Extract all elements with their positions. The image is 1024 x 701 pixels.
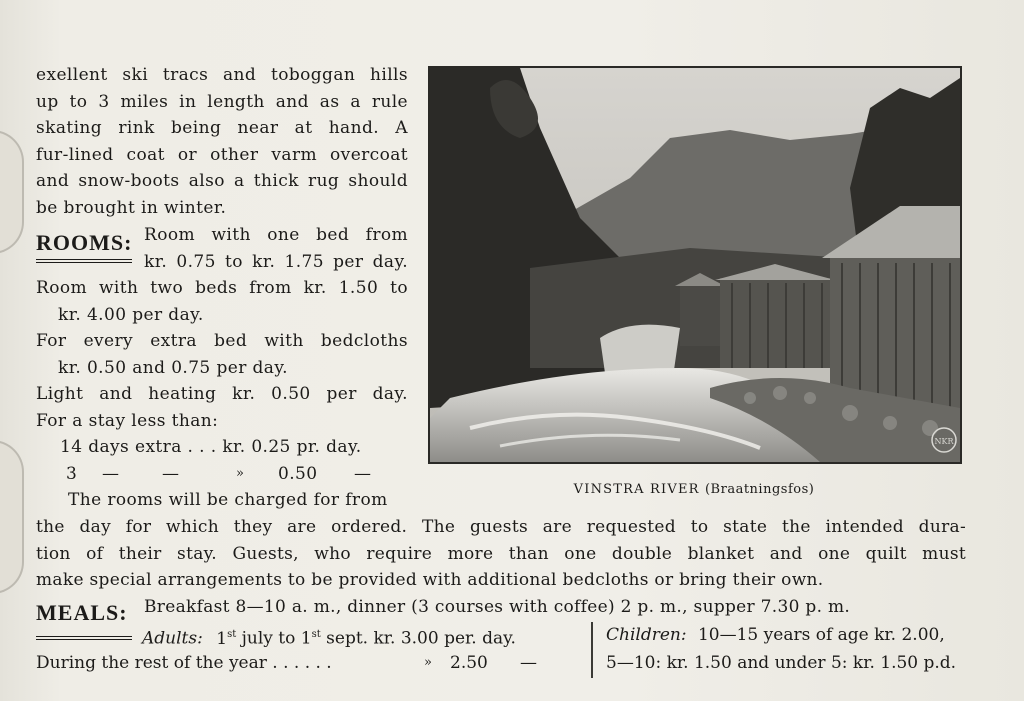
ordinal: st bbox=[227, 629, 237, 640]
text-fragment: 1 bbox=[300, 628, 312, 649]
meals-times: Breakfast 8—10 a. m., dinner (3 courses with coffee) 2 p. m., supper 7.30 p. m. bbox=[144, 597, 851, 617]
ditto-mark: — bbox=[162, 463, 180, 484]
caption-subtitle: (Braatningsfos) bbox=[704, 482, 815, 497]
text-line: make special arrangements to be provided with additional bedcloths or bring their own. bbox=[36, 570, 824, 590]
rooms-heading: ROOMS: bbox=[36, 230, 133, 255]
price: 2.50 bbox=[450, 653, 488, 673]
text-fragment: 10—15 years of age kr. 2.00, bbox=[697, 625, 945, 645]
text-line: For every extra bed with bedcloths bbox=[36, 331, 408, 351]
text-line: Room with one bed from bbox=[144, 225, 408, 245]
ordinal: st bbox=[311, 629, 321, 640]
caption-title: VINSTRA RIVER bbox=[573, 482, 700, 497]
text-line: fur-lined coat or other varm overcoat bbox=[36, 144, 408, 165]
ditto-mark: » bbox=[424, 655, 432, 670]
rooms-first-lines bbox=[144, 222, 408, 275]
adults-rest-row bbox=[36, 648, 537, 678]
text-line: kr. 4.00 per day. bbox=[58, 304, 204, 325]
monogram-text: NKR bbox=[934, 437, 954, 446]
text-line: and snow-boots also a thick rug should bbox=[36, 171, 408, 191]
intro-paragraph bbox=[36, 62, 408, 221]
text-line: exellent ski tracs and toboggan hills bbox=[36, 65, 408, 85]
text-line: For a stay less than: bbox=[36, 410, 219, 431]
text-fragment: 3 bbox=[66, 463, 78, 484]
text-line: skating rink being near at hand. A bbox=[36, 118, 408, 138]
children-label: Children: bbox=[606, 625, 687, 645]
text-line: be brought in winter. bbox=[36, 197, 227, 218]
text-fragment: sept. kr. 3.00 per. day. bbox=[320, 628, 516, 649]
text-fragment: 0.50 bbox=[278, 463, 318, 484]
rooms-heading-wrap bbox=[36, 222, 144, 275]
children-row bbox=[606, 620, 945, 650]
mill-building bbox=[720, 278, 830, 368]
small-mill bbox=[680, 286, 720, 346]
text-line: kr. 0.75 to kr. 1.75 per day. bbox=[144, 251, 408, 272]
text-line bbox=[36, 461, 408, 488]
rooms-section bbox=[36, 222, 408, 514]
meals-heading: MEALS: bbox=[36, 600, 128, 625]
text-line: The rooms will be charged for from bbox=[68, 490, 388, 510]
text-line: Light and heating kr. 0.50 per day. bbox=[36, 384, 408, 404]
rooms-heading-row bbox=[36, 222, 408, 275]
ditto-mark: — bbox=[520, 653, 537, 673]
adults-label: Adults: bbox=[142, 628, 203, 649]
text-line: Room with two beds from kr. 1.50 to bbox=[36, 278, 408, 298]
text-line: kr. 0.50 and 0.75 per day. bbox=[58, 357, 288, 378]
text-line: up to 3 miles in length and as a rule bbox=[36, 91, 408, 112]
river-photograph bbox=[428, 66, 962, 464]
meals-heading-wrap bbox=[36, 594, 144, 627]
ditto-mark: — bbox=[354, 463, 372, 484]
river-photo-illustration bbox=[430, 68, 960, 462]
ditto-mark: » bbox=[236, 465, 245, 481]
binding-hole bbox=[0, 440, 24, 594]
children-row-2: 5—10: kr. 1.50 and under 5: kr. 1.50 p.d. bbox=[606, 653, 957, 673]
full-width-paragraph bbox=[36, 514, 966, 594]
text-fragment: 1 bbox=[216, 628, 228, 649]
photo-caption bbox=[428, 482, 960, 497]
text-fragment: july to bbox=[236, 628, 301, 649]
text-fragment: During the rest of the year . . . . . . bbox=[36, 653, 332, 673]
text-line: 14 days extra . . . kr. 0.25 pr. day. bbox=[60, 437, 362, 457]
text-line: the day for which they are ordered. The guests are requested to state the intended dura- bbox=[36, 517, 966, 537]
binding-hole bbox=[0, 130, 24, 254]
heading-rule bbox=[36, 636, 132, 640]
ditto-mark: — bbox=[102, 463, 120, 484]
text-line: tion of their stay. Guests, who require more than one double blanket and one quilt must bbox=[36, 543, 966, 564]
column-divider bbox=[591, 622, 593, 678]
heading-rule bbox=[36, 259, 132, 263]
